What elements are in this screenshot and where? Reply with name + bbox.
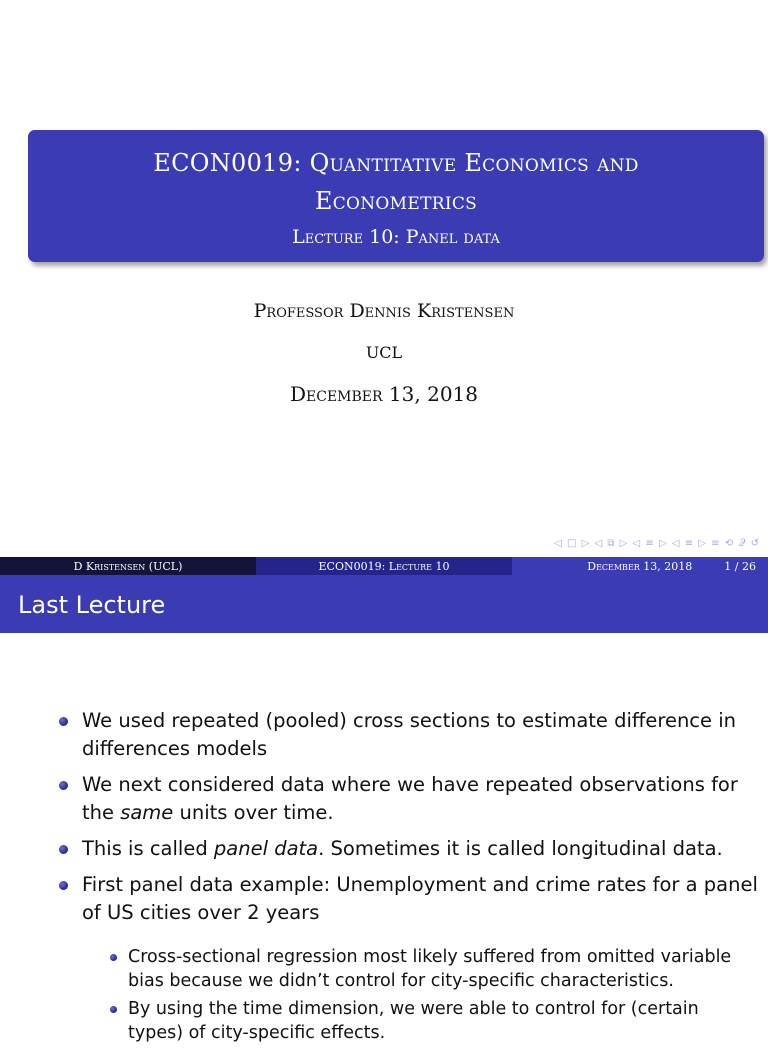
bullet-text: First panel data example: Unemployment and crime rates for a panel of US cities over 2 years	[82, 873, 758, 924]
footline-date: December 13, 2018	[587, 559, 693, 573]
bullet-text-post: . Sometimes it is called longitudinal data.	[318, 837, 723, 860]
footline-title-text: ECON0019: Lecture 10	[318, 559, 450, 573]
sub-bullet-item	[0, 945, 768, 993]
presentation-title	[28, 144, 764, 220]
headline-bar	[0, 557, 768, 575]
institute-name: UCL	[365, 343, 403, 362]
bullet-item	[0, 771, 768, 827]
bullet-text-post: units over time.	[173, 801, 334, 824]
footline-author-text: D Kristensen (UCL)	[73, 559, 183, 573]
bullet-dot-icon	[59, 781, 68, 790]
bullet-item	[0, 707, 768, 763]
footline-date-page	[512, 557, 768, 575]
bullet-item	[0, 835, 768, 863]
bullet-text-pre: We next considered data where we have repeated observations for the	[82, 773, 738, 824]
title-block	[28, 130, 764, 262]
page-number: 1 / 26	[724, 559, 756, 573]
bullet-text-emphasis: same	[120, 801, 174, 824]
sub-bullet-list	[0, 945, 768, 1045]
presentation-date: December 13, 2018	[290, 382, 478, 406]
bullet-text-pre: This is called	[82, 837, 214, 860]
presentation-subtitle: Lecture 10: Panel data	[292, 226, 500, 248]
slide-content	[0, 707, 768, 1049]
sub-bullet-item	[0, 997, 768, 1045]
sub-bullet-text: By using the time dimension, we were able to control for (certain types) of city-specific effects.	[128, 999, 699, 1043]
title-line-2: Econometrics	[314, 187, 478, 215]
bullet-text: We used repeated (pooled) cross sections to estimate difference in differences models	[82, 709, 736, 760]
bullet-text-emphasis: panel data	[213, 837, 319, 860]
content-slide	[0, 557, 768, 1043]
beamer-navigation-icons[interactable]: ◁ □ ▷ ◁ ⧉ ▷ ◁ ≡ ▷ ◁ ≡ ▷ ≡ ⟲ 𝒬 ↺	[554, 538, 760, 549]
frame-title-bar	[0, 575, 768, 633]
footline-author	[0, 557, 256, 575]
title-line-1: ECON0019: Quantitative Economics and	[153, 149, 639, 177]
bullet-dot-icon	[59, 881, 68, 890]
sub-bullet-dot-icon	[110, 954, 117, 961]
author-name: Professor Dennis Kristensen	[253, 300, 515, 322]
bullet-dot-icon	[59, 717, 68, 726]
bullet-item	[0, 871, 768, 927]
sub-bullet-dot-icon	[110, 1006, 117, 1013]
footline-title	[256, 557, 512, 575]
frame-title: Last Lecture	[18, 591, 166, 619]
sub-bullet-text: Cross-sectional regression most likely suffered from omitted variable bias because we didn’t control for city-specific characteristics.	[128, 947, 732, 991]
bullet-dot-icon	[59, 845, 68, 854]
